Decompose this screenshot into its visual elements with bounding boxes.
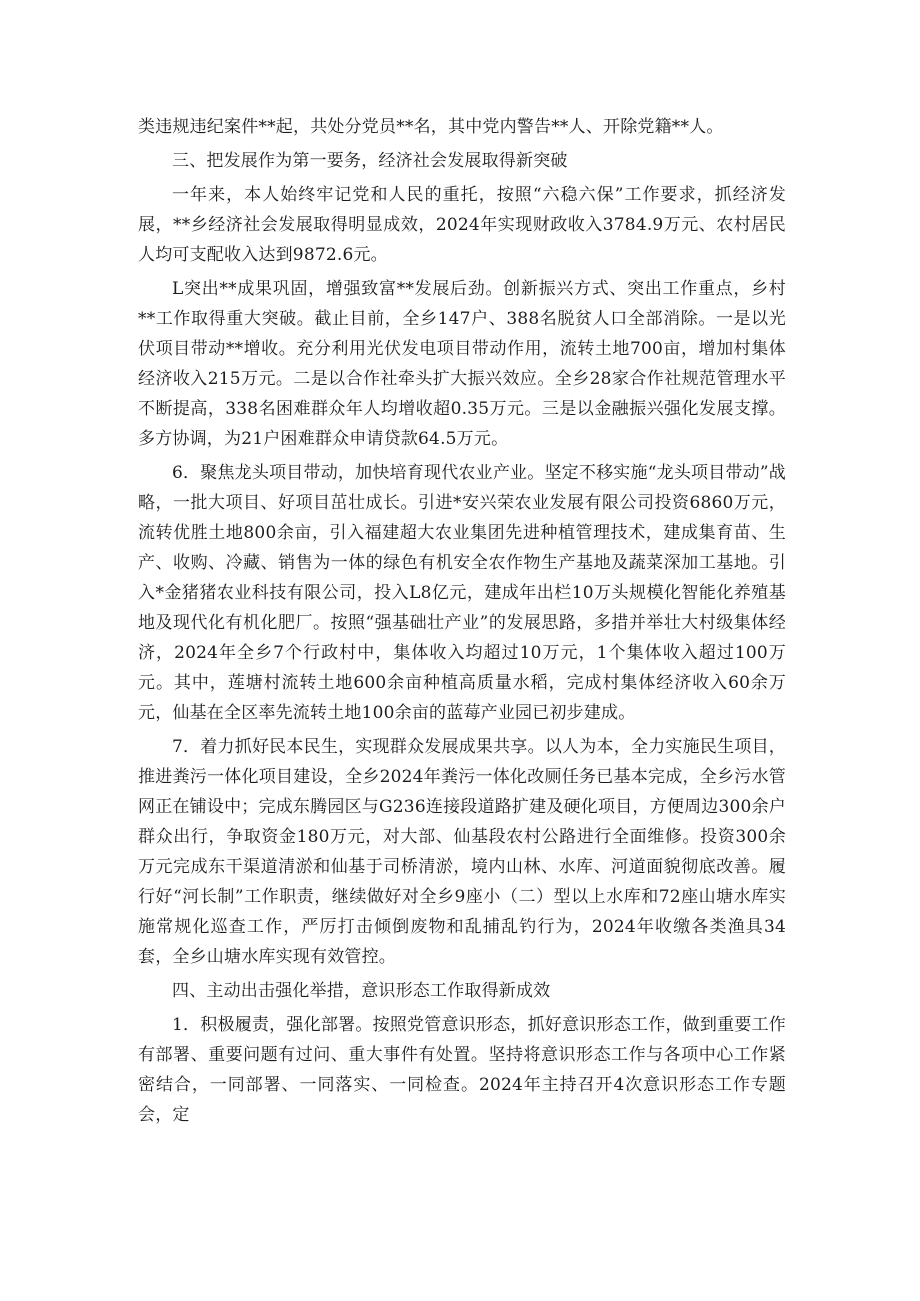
paragraph-continuation: 类违规违纪案件**起，共处分党员**名，其中党内警告**人、开除党籍**人。 [138,117,724,137]
paragraph-item-7-livelihood: 7．着力抓好民本民生，实现群众发展成果共享。以人为本，全力实施民生项目，推进粪污一体化项目建设，全乡2024年粪污一体化改厕任务已基本完成，全乡污水管网正在铺设中；完成东腾园区与G236连接段道路扩建及硬化项目，方便周边300余户群众出行，争取资金180万元，对大部、仙基段农村公路进行全面维修。投资300余万元完成东干渠道清淤和仙基于司桥清淤，境内山林、水库、河道面貌彻底改善。履行好“河长制”工作职责，继续做好对全乡9座小（二）型以上水库和72座山塘水库实施常规化巡查工作，严厉打击倾倒废物和乱捕乱钓行为，2024年收缴各类渔具34套，全乡山塘水库实现有效管控。 [138,737,786,967]
document-body [138,112,786,1130]
paragraph-item-6-agriculture: 6．聚焦龙头项目带动，加快培育现代农业产业。坚定不移实施“龙头项目带动”战略，一批大项目、好项目茁壮成长。引进*安兴荣农业发展有限公司投资6860万元，流转优胜土地800余亩，引入福建超大农业集团先进种植管理技术，建成集育苗、生产、收购、冷藏、销售为一体的绿色有机安全农作物生产基地及蔬菜深加工基地。引入*金猪猪农业科技有限公司，投入L8亿元，建成年出栏10万头规模化智能化养殖基地及现代化有机化肥厂。按照“强基础壮产业”的发展思路，多措并举壮大村级集体经济，2024年全乡7个行政村中，集体收入均超过10万元，1个集体收入超过100万元。其中，莲塘村流转土地600余亩种植高质量水稻，完成村集体经济收入60余万元，仙基在全区率先流转土地100余亩的蓝莓产业园已初步建成。 [138,463,786,723]
paragraph-poverty-results: L突出**成果巩固，增强致富**发展后劲。创新振兴方式、突出工作重点，乡村**工作取得重大突破。截止目前，全乡147户、388名脱贫人口全部消除。一是以光伏项目带动**增收。充分利用光伏发电项目带动作用，流转土地700亩，增加村集体经济收入215万元。二是以合作社牵头扩大振兴效应。全乡28家合作社规范管理水平不断提高，338名困难群众年人均增收超0.35万元。三是以金融振兴强化发展支撑。多方协调，为21户困难群众申请贷款64.5万元。 [138,279,786,449]
paragraph-economy-overview: 一年来，本人始终牢记党和人民的重托，按照“六稳六保”工作要求，抓经济发展，**乡经济社会发展取得明显成效，2024年实现财政收入3784.9万元、农村居民人均可支配收入达到9872.6元。 [138,185,786,265]
section-heading-three: 三、把发展作为第一要务，经济社会发展取得新突破 [172,151,568,171]
paragraph-item-1-ideology: 1．积极履责，强化部署。按照党管意识形态，抓好意识形态工作，做到重要工作有部署、重要问题有过问、重大事件有处置。坚持将意识形态工作与各项中心工作紧密结合，一同部署、一同落实、一同检查。2024年主持召开4次意识形态工作专题会，定 [138,1015,786,1125]
section-heading-four: 四、主动出击强化举措，意识形态工作取得新成效 [172,981,551,1001]
